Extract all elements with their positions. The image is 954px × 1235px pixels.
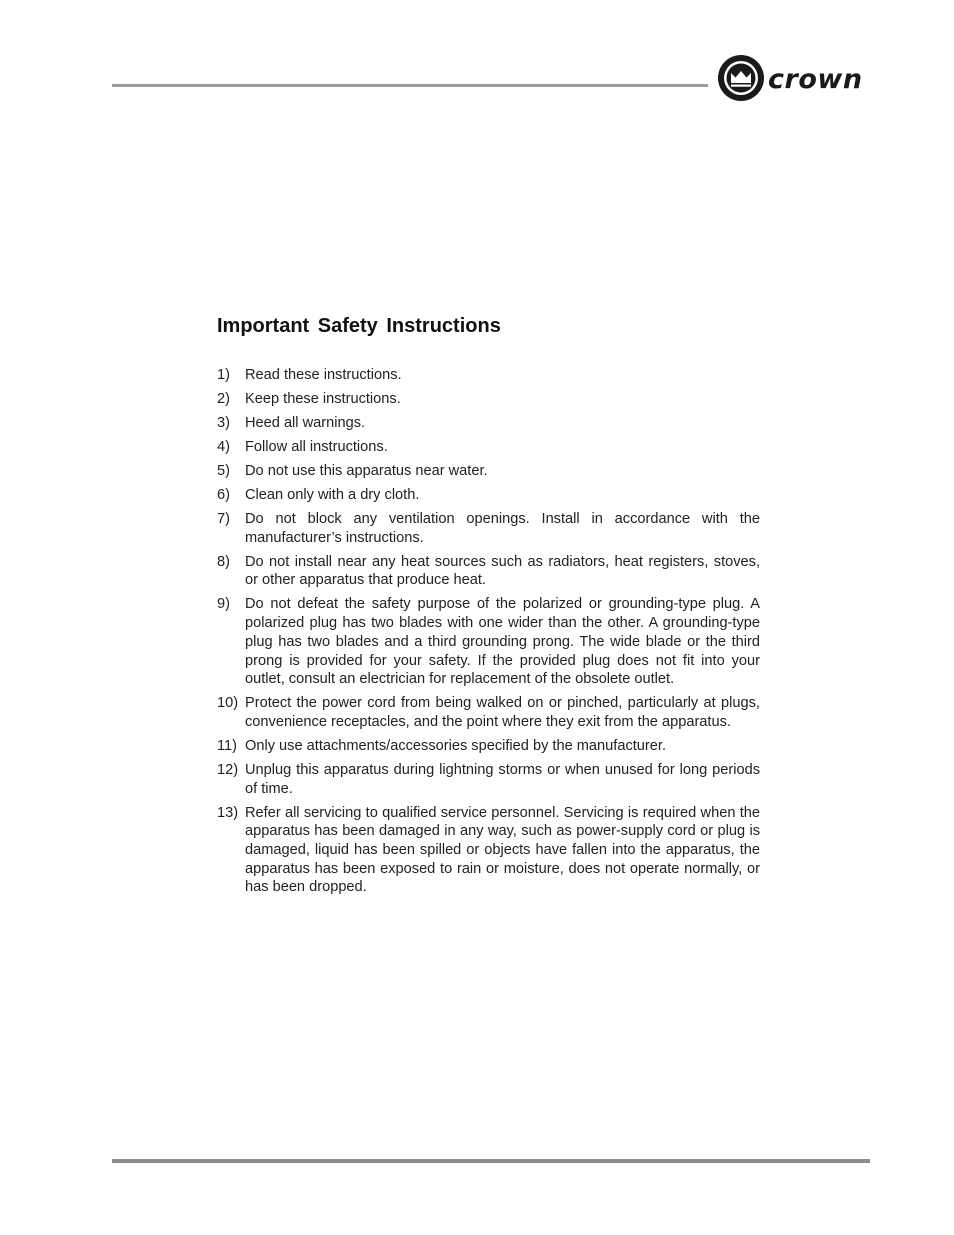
list-item: [217, 438, 760, 457]
list-item-number: 13): [217, 804, 239, 821]
list-item: [217, 414, 760, 433]
list-item-number: 8): [217, 553, 230, 570]
list-item: [217, 390, 760, 409]
list-item: [217, 486, 760, 505]
list-item-number: 7): [217, 511, 230, 527]
list-item-text: Do not install near any heat sources such as radiators, heat registers, stoves, or other apparatus that produce heat.: [245, 553, 760, 589]
list-item-text: Clean only with a dry cloth.: [245, 487, 420, 503]
brand-logo: [714, 52, 874, 106]
instructions-list: [217, 366, 760, 897]
list-item-number: 2): [217, 391, 230, 407]
list-item: [217, 804, 760, 898]
crown-logo-icon: [714, 52, 874, 106]
list-item-text: Heed all warnings.: [245, 415, 366, 431]
list-item: [217, 737, 760, 756]
footer-rule: [112, 1159, 870, 1163]
list-item-number: 11): [217, 737, 238, 754]
list-item-text: Unplug this apparatus during lightning storms or when unused for long periods of time.: [245, 761, 760, 797]
header-rule: [112, 84, 708, 87]
list-item: [217, 553, 760, 590]
list-item-text: Do not use this apparatus near water.: [245, 463, 488, 479]
list-item-text: Only use attachments/accessories specified by the manufacturer.: [245, 737, 666, 754]
list-item: [217, 510, 760, 547]
list-item: [217, 761, 760, 798]
list-item-number: 12): [217, 761, 239, 778]
list-item-text: Do not block any ventilation openings. Install in accordance with the manufacturer’s instructions.: [245, 511, 760, 546]
list-item: [217, 366, 760, 385]
safety-instructions-section: [217, 312, 760, 902]
list-item-number: 10): [217, 695, 239, 712]
list-item-text: Do not defeat the safety purpose of the polarized or grounding-type plug. A polarized plug has two blades with one wider than the other. A grounding-type plug has two blades and a third grounding prong. The wide blade or the third prong is provided for your safety. If the provided plug does not fit into your outlet, consult an electrician for replacement of the obsolete outlet.: [245, 596, 760, 688]
list-item-text: Keep these instructions.: [245, 391, 401, 407]
list-item-number: 6): [217, 487, 230, 503]
page-title: Important Safety Instructions: [217, 315, 501, 337]
list-item-text: Protect the power cord from being walked on or pinched, particularly at plugs, convenience receptacles, and the point where they exit from the apparatus.: [245, 695, 760, 730]
list-item-number: 3): [217, 415, 230, 431]
list-item: [217, 694, 760, 731]
list-item-number: 5): [217, 463, 230, 479]
list-item: [217, 462, 760, 481]
list-item-text: Refer all servicing to qualified service personnel. Servicing is required when the apparatus has been damaged in any way, such as power-supply cord or plug is damaged, liquid has been spilled or objects have fallen into the apparatus, the apparatus has been exposed to rain or moisture, does not operate normally, or has been dropped.: [245, 804, 760, 896]
list-item-number: 9): [217, 596, 230, 613]
list-item-number: 4): [217, 439, 230, 455]
list-item: [217, 595, 760, 689]
logo-text: crown: [768, 64, 863, 95]
list-item-number: 1): [217, 367, 230, 383]
list-item-text: Read these instructions.: [245, 367, 402, 383]
list-item-text: Follow all instructions.: [245, 439, 388, 455]
